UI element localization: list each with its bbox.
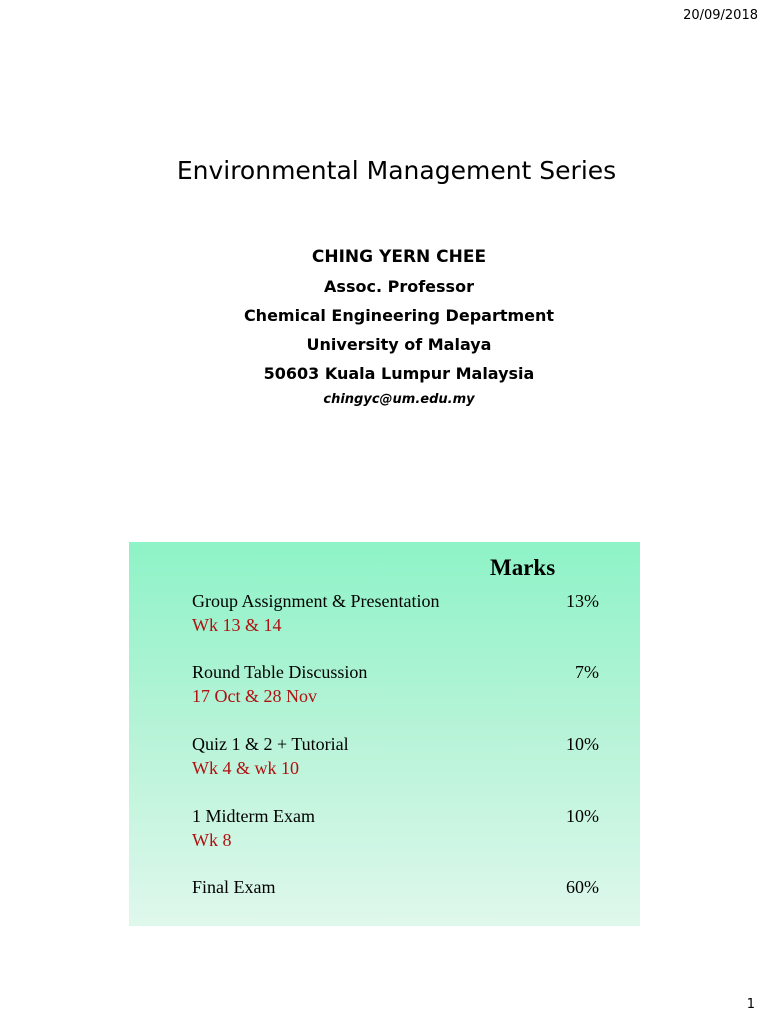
author-email: chingyc@um.edu.my <box>323 392 475 407</box>
author-position: Assoc. Professor <box>324 277 474 296</box>
mark-when: 17 Oct & 28 Nov <box>192 686 317 706</box>
author-address: 50603 Kuala Lumpur Malaysia <box>263 364 535 383</box>
author-name: CHING YERN CHEE <box>311 247 487 267</box>
mark-label: Group Assignment & Presentation <box>192 591 440 611</box>
slide-date: 20/09/2018 <box>683 8 758 23</box>
page-number: 1 <box>746 997 755 1012</box>
mark-value: 10% <box>566 734 599 754</box>
mark-item <box>192 660 599 708</box>
mark-label: 1 Midterm Exam <box>192 806 315 826</box>
mark-value: 60% <box>566 877 599 897</box>
mark-when: Wk 4 & wk 10 <box>192 758 299 778</box>
mark-when: Wk 8 <box>192 830 232 850</box>
mark-value: 13% <box>566 591 599 611</box>
mark-value: 10% <box>566 806 599 826</box>
author-department: Chemical Engineering Department <box>243 306 555 325</box>
slide-title: Environmental Management Series <box>176 156 617 185</box>
mark-value: 7% <box>575 662 599 682</box>
mark-label: Final Exam <box>192 877 276 897</box>
mark-item <box>192 732 599 780</box>
mark-item <box>192 875 599 899</box>
mark-when: Wk 13 & 14 <box>192 615 282 635</box>
mark-item <box>192 804 599 852</box>
mark-label: Quiz 1 & 2 + Tutorial <box>192 734 349 754</box>
author-university: University of Malaya <box>306 335 492 354</box>
marks-panel <box>129 542 640 926</box>
author-block <box>0 243 768 412</box>
marks-header: Marks <box>490 555 556 580</box>
mark-item <box>192 589 599 637</box>
mark-label: Round Table Discussion <box>192 662 368 682</box>
